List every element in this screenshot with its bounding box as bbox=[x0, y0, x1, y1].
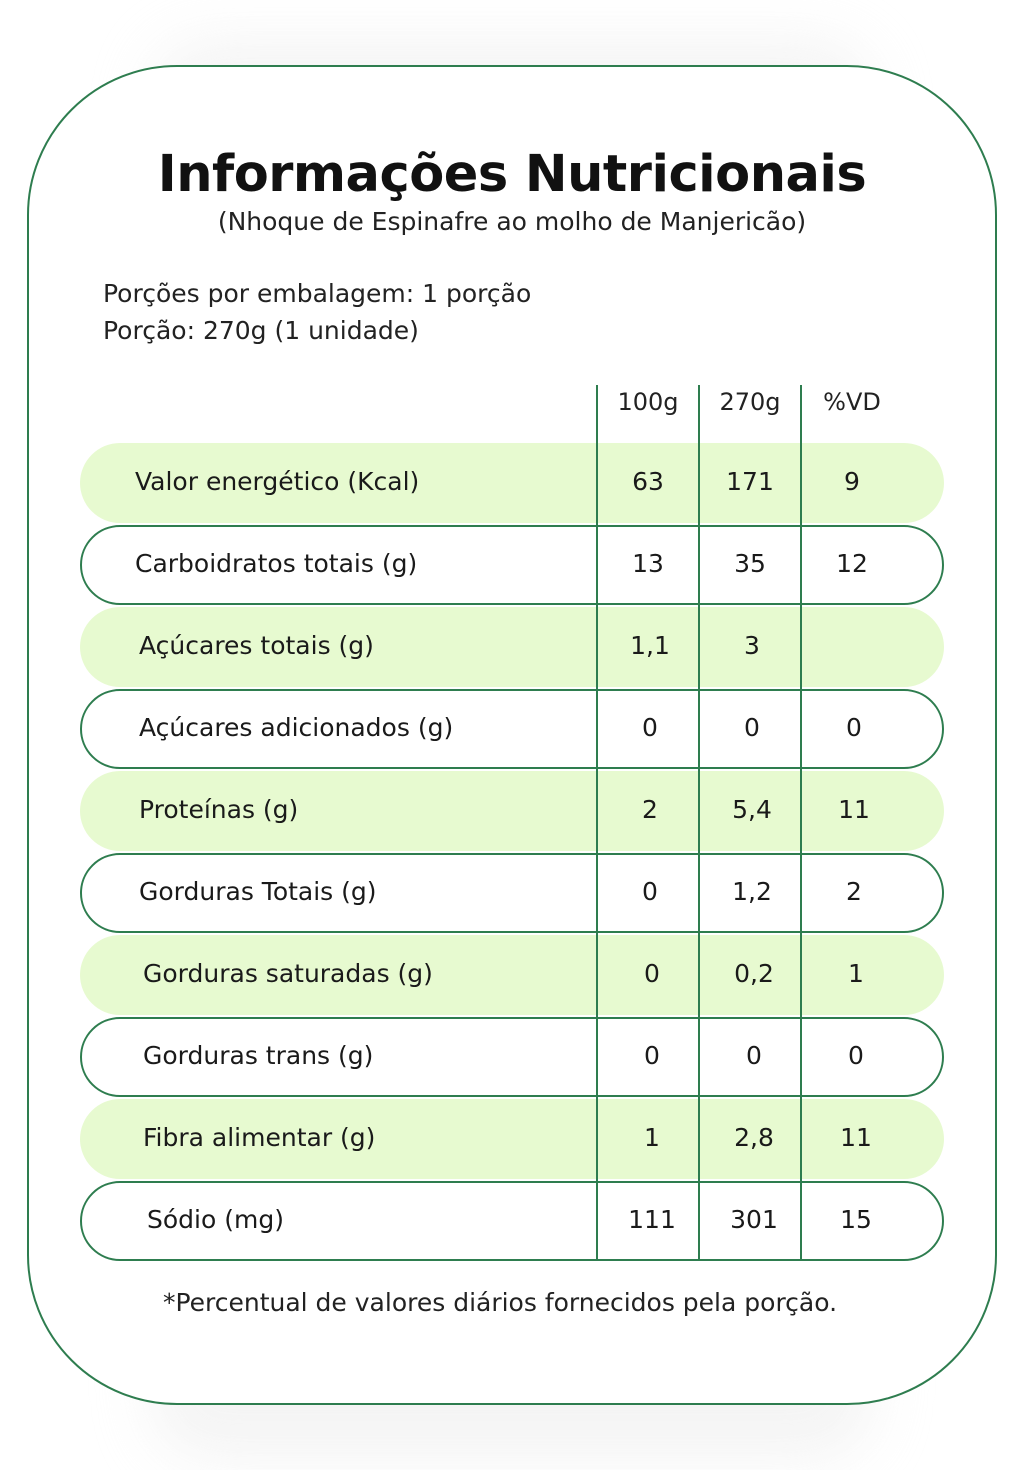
value-270g: 171 bbox=[726, 467, 774, 496]
nutrient-label: Carboidratos totais (g) bbox=[135, 549, 418, 578]
nutrient-label: Gorduras Totais (g) bbox=[139, 877, 377, 906]
value-270g: 35 bbox=[734, 549, 766, 578]
value-270g: 1,2 bbox=[732, 877, 772, 906]
value-vd: 9 bbox=[844, 467, 860, 496]
nutrient-label: Açúcares totais (g) bbox=[139, 631, 374, 660]
value-270g: 0,2 bbox=[734, 959, 774, 988]
nutrient-label: Açúcares adicionados (g) bbox=[139, 713, 454, 742]
column-header-vd: %VD bbox=[823, 388, 881, 416]
value-100g: 111 bbox=[628, 1205, 676, 1234]
product-subtitle: (Nhoque de Espinafre ao molho de Manjericão) bbox=[217, 207, 807, 236]
nutrient-label: Sódio (mg) bbox=[147, 1205, 284, 1234]
value-vd: 2 bbox=[846, 877, 862, 906]
value-270g: 3 bbox=[744, 631, 760, 660]
value-vd: 0 bbox=[846, 713, 862, 742]
column-divider bbox=[698, 385, 700, 1261]
value-100g: 13 bbox=[632, 549, 664, 578]
page-title: Informações Nutricionais bbox=[157, 145, 867, 204]
portions-per-package: Porções por embalagem: 1 porção bbox=[103, 279, 532, 308]
value-100g: 2 bbox=[642, 795, 658, 824]
footnote: *Percentual de valores diários fornecidos pela porção. bbox=[162, 1288, 838, 1317]
nutrient-label: Valor energético (Kcal) bbox=[135, 467, 420, 496]
column-header-100g: 100g bbox=[617, 388, 679, 416]
value-100g: 1,1 bbox=[630, 631, 670, 660]
value-100g: 63 bbox=[632, 467, 664, 496]
nutrient-label: Fibra alimentar (g) bbox=[143, 1123, 376, 1152]
value-100g: 0 bbox=[644, 959, 660, 988]
value-270g: 5,4 bbox=[732, 795, 772, 824]
nutrient-label: Gorduras saturadas (g) bbox=[143, 959, 433, 988]
value-100g: 0 bbox=[642, 877, 658, 906]
value-270g: 0 bbox=[744, 713, 760, 742]
value-vd: 11 bbox=[840, 1123, 872, 1152]
column-divider bbox=[800, 385, 802, 1261]
value-vd: 1 bbox=[848, 959, 864, 988]
value-270g: 0 bbox=[746, 1041, 762, 1070]
value-vd: 0 bbox=[848, 1041, 864, 1070]
nutrient-label: Proteínas (g) bbox=[139, 795, 299, 824]
value-vd: 12 bbox=[836, 549, 868, 578]
value-vd: 11 bbox=[838, 795, 870, 824]
portion-size: Porção: 270g (1 unidade) bbox=[103, 316, 419, 345]
value-100g: 1 bbox=[644, 1123, 660, 1152]
column-header-270g: 270g bbox=[719, 388, 781, 416]
value-vd: 15 bbox=[840, 1205, 872, 1234]
value-270g: 301 bbox=[730, 1205, 778, 1234]
value-270g: 2,8 bbox=[734, 1123, 774, 1152]
value-100g: 0 bbox=[644, 1041, 660, 1070]
value-100g: 0 bbox=[642, 713, 658, 742]
column-divider bbox=[596, 385, 598, 1261]
nutrient-label: Gorduras trans (g) bbox=[143, 1041, 374, 1070]
